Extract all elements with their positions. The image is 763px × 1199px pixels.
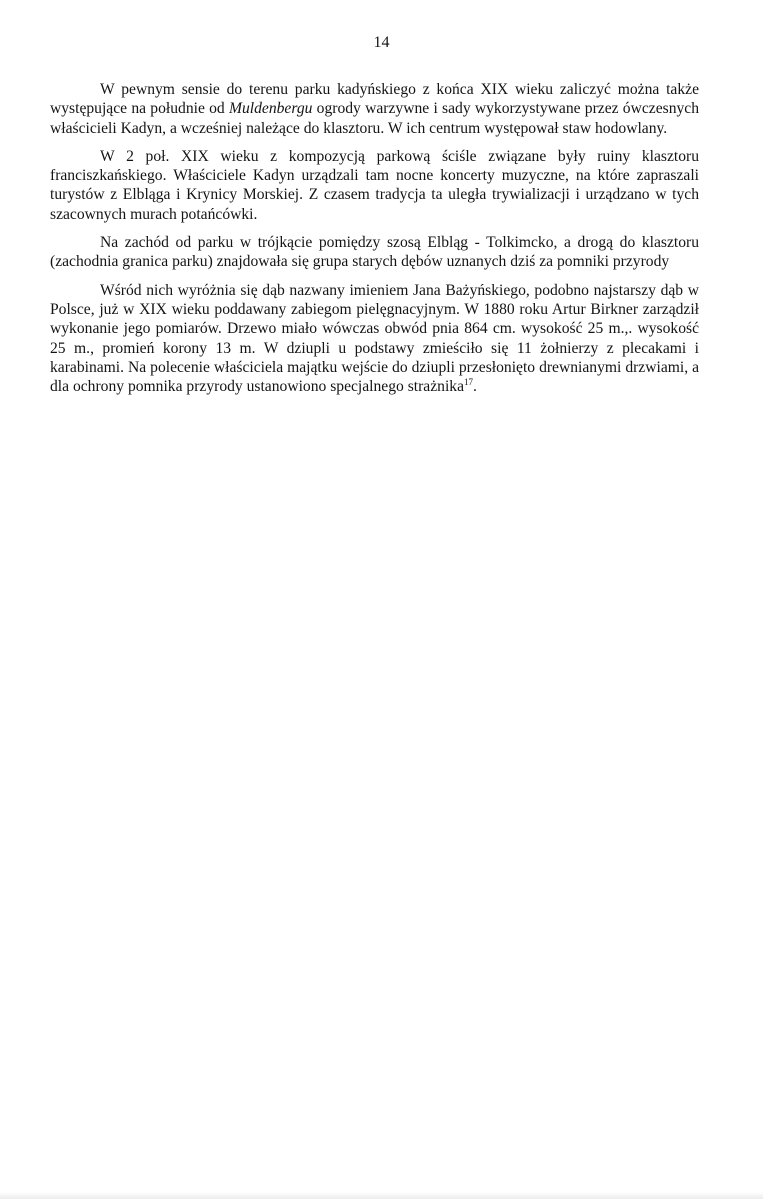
body-text — [50, 80, 699, 405]
paragraph-monastery-ruins: W 2 poł. XIX wieku z kompozycją parkową ściśle związane były ruiny klasztoru franciszkańskiego. Właściciele Kadyn urządzali tam nocne koncerty muzyczne, na które zapraszali turystów z Elbląga i Krynicy Morskiej. Z czasem tradycja ta uległa trywializacji i urządzano w tych szacownych murach potańcówki. — [50, 147, 699, 223]
page-bottom-edge — [0, 1192, 763, 1199]
italic-place-name: Muldenbergu — [228, 100, 313, 118]
paragraph-bazynski-oak — [50, 281, 699, 397]
paragraph-old-oaks: Na zachód od parku w trójkącie pomiędzy szosą Elbląg - Tolkimcko, a drogą do klasztoru (zachodnia granica parku) znajdowała się grupa starych dębów uznanych dziś za pomniki przyrody — [50, 234, 699, 271]
paragraph-text: Wśród nich wyróżnia się dąb nazwany imieniem Jana Bażyńskiego, podobno najstarszy dąb w Polsce, już w XIX wieku poddawany zabiegom pielęgnacyjnym. W 1880 roku Artur Birkner zarządził wykonanie jego pomiarów. Drzewo miało wówczas obwód pnia 864 cm. wysokość 25 m.,. wysokość 25 m., promień korony 13 m. W dziupli u podstawy zmieściło się 11 żołnierzy z plecakami i karabinami. Na polecenie właściciela majątku wejście do dziupli przesłonięto drewnianymi drzwiami, a dla ochrony pomnika przyrody ustanowiono specjalnego strażnika — [50, 281, 699, 396]
paragraph-kitchen-gardens — [50, 80, 699, 138]
page-number: 14 — [373, 34, 390, 51]
paragraph-text: ogrody warzywne i sady wykorzystywane przez ówczesnych właścicieli Kadyn, a wcześniej należące do klasztoru. W ich centrum występował staw hodowlany. — [50, 100, 699, 137]
paragraph-text: W pewnym sensie do terenu parku kadyńskiego z końca XIX wieku zaliczyć można także występujące na południe od — [50, 81, 699, 118]
paragraph-end: . — [473, 378, 477, 396]
footnote-marker: 17 — [464, 376, 473, 387]
